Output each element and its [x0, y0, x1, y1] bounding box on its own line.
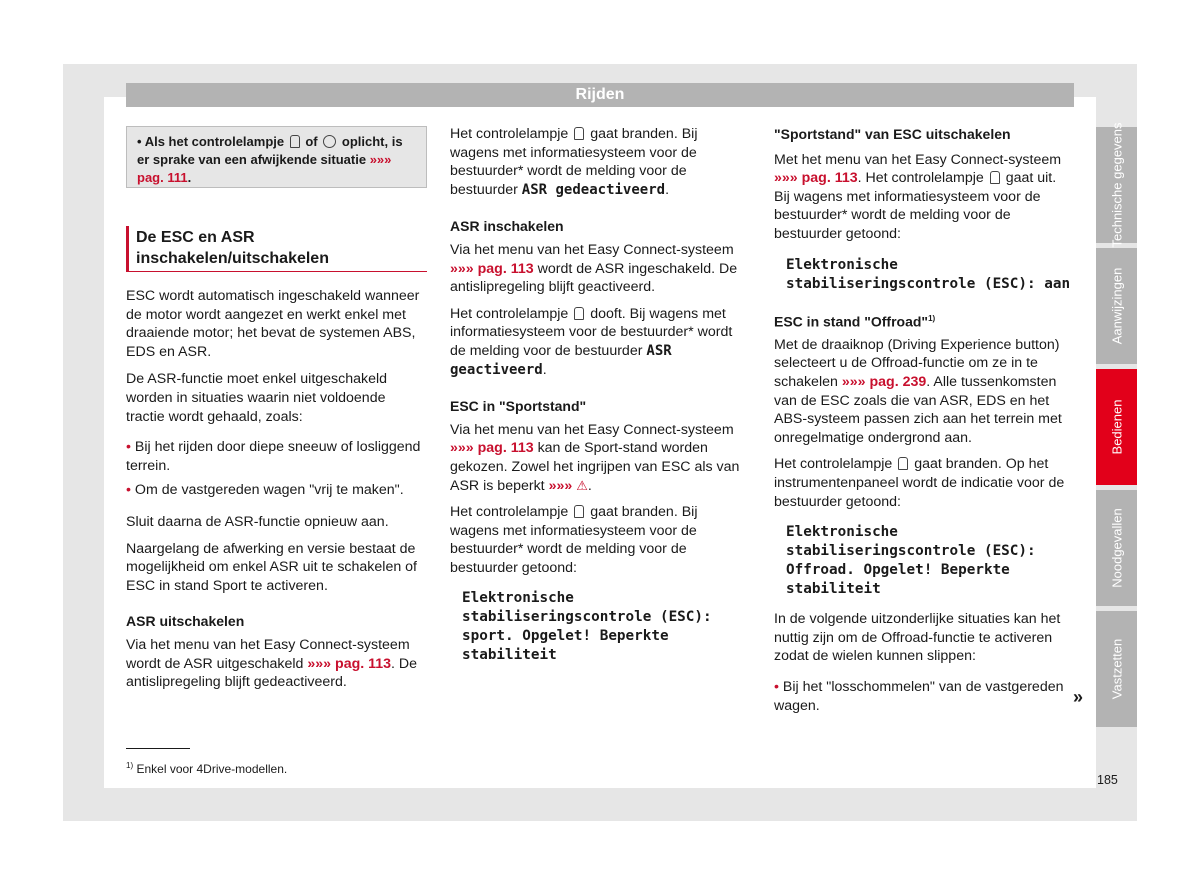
ref-link-p239[interactable]: pag. 239 [869, 374, 927, 390]
col2-paragraph-3: Het controlelampje dooft. Bij wagens met informatiesysteem voor de bestuurder* wordt de melding voor de bestuurder ASR geactiveerd. [450, 305, 733, 378]
display-message-offroad: Elektronische stabiliseringscontrole (ESC): Offroad. Opgelet! Beperkte stabiliteit [786, 524, 1036, 598]
col2-paragraph-1: Het controlelampje gaat branden. Bij wagens met informatiesysteem voor de bestuurder* wordt de melding voor de bestuurder ASR gedeactiveerd. [450, 126, 698, 198]
col1-bullet-2: • Om de vastgereden wagen "vrij te maken". [126, 482, 404, 499]
asr-off-heading: ASR uitschakelen [126, 613, 245, 630]
esc-warning-lamp-icon [290, 135, 300, 148]
col1-paragraph-4: Naargelang de afwerking en versie bestaat de mogelijkheid om enkel ASR uit te schakelen of ESC in stand Sport te activeren. [126, 540, 418, 594]
note-suffix: oplicht, is er sprake van een afwijkende situatie [137, 134, 403, 167]
section-title: De ESC en ASR inschakelen/uitschakelen [126, 226, 427, 272]
ref-arrow: »»» [369, 152, 392, 167]
esc-warning-lamp-icon [990, 171, 1000, 184]
display-message-on: Elektronische stabiliseringscontrole (ESC): aan [786, 256, 1071, 292]
col2-paragraph-5: Het controlelampje gaat branden. Bij wagens met informatiesysteem voor de bestuurder* wordt de melding voor de bestuurder getoond: [450, 504, 698, 576]
note-box: • Als het controlelampje of oplicht, is er sprake van een afwijkende situatie »»» pag. 111. [126, 126, 427, 188]
column-2 [450, 125, 750, 665]
tab-bedienen[interactable]: Bedienen [1096, 369, 1137, 485]
ref-link-p113[interactable]: pag. 113 [477, 260, 534, 277]
ref-link-p113[interactable]: pag. 113 [335, 655, 392, 672]
col3-paragraph-2: Met de draaiknop (Driving Experience button) selecteert u de Offroad-functie om ze in te schakelen »»» pag. 239. Alle tussenkomsten van de ESC zoals die van ASR, EDS en het ABS-systeem passen zich aan het terrein met onregelmatige ondergrond aan. [774, 336, 1062, 446]
col1-bullet-1: • Bij het rijden door diepe sneeuw of losliggend terrein. [126, 439, 421, 474]
footnote-rule [126, 748, 190, 749]
sport-heading: ESC in "Sportstand" [450, 398, 587, 415]
col1-paragraph-1: ESC wordt automatisch ingeschakeld wanneer de motor wordt aangezet en werkt enkel met draaiende motor; het bevat de systemen ABS, EDS en ASR. [126, 288, 420, 360]
ref-link-p113[interactable]: pag. 113 [801, 170, 858, 187]
offroad-heading: ESC in stand "Offroad"$^{1)}$ [774, 313, 936, 330]
ref-link-p113[interactable]: pag. 113 [477, 440, 534, 457]
display-message-sport: Elektronische stabiliseringscontrole (ESC): sport. Opgelet! Beperkte stabiliteit [462, 590, 712, 664]
tab-vastzetten[interactable]: Vastzetten [1096, 611, 1137, 727]
esc-warning-lamp-icon [574, 307, 584, 320]
column-3 [774, 125, 1074, 715]
col3-paragraph-4: In de volgende uitzonderlijke situaties kan het nuttig zijn om de Offroad-functie te activeren zodat de wielen kunnen slippen: [774, 611, 1061, 665]
tab-aanwijzingen[interactable]: Aanwijzingen [1096, 248, 1137, 364]
warning-triangle-icon[interactable]: ⚠ [576, 477, 588, 493]
tab-noodgevallen[interactable]: Noodgevallen [1096, 490, 1137, 606]
note-connector: of [305, 134, 318, 149]
continue-mark: » [1073, 687, 1084, 707]
col3-bullet-1: • Bij het "losschommelen" van de vastgereden wagen. [774, 678, 1064, 714]
sport-off-heading: "Sportstand" van ESC uitschakelen [774, 126, 1011, 142]
header-bar [126, 83, 1074, 107]
asr-on-heading: ASR inschakelen [450, 218, 564, 235]
footnote: $^{1)}$ Enkel voor 4Drive-modellen. [126, 761, 288, 776]
col1-paragraph-2: De ASR-functie moet enkel uitgeschakeld worden in situaties waarin niet voldoende tractie wordt gehaald, zoals: [126, 371, 388, 425]
page-number: 185 [1097, 773, 1118, 787]
header-title: Rijden [575, 86, 625, 103]
note-end: . [187, 170, 192, 185]
esc-warning-lamp-icon [574, 127, 584, 140]
esc-warning-lamp-icon [898, 457, 908, 470]
col2-paragraph-4: Via het menu van het Easy Connect-systeem »»» pag. 113 kan de Sport-stand worden gekozen. Zowel het ingrijpen van ESC als van ASR is beperkt »»» ⚠. [450, 421, 740, 494]
col1-paragraph-5: Via het menu van het Easy Connect-systeem wordt de ASR uitgeschakeld »»» pag. 113. De antislipregeling blijft gedeactiveerd. [126, 636, 418, 691]
note-prefix: Als het controlelampje [144, 134, 285, 149]
col2-paragraph-2: Via het menu van het Easy Connect-systeem »»» pag. 113 wordt de ASR ingeschakeld. De antislipregeling blijft geactiveerd. [450, 241, 738, 296]
abs-lamp-icon [323, 135, 336, 148]
col3-paragraph-3: Het controlelampje gaat branden. Op het instrumentenpaneel wordt de indicatie voor de bestuurder getoond: [774, 456, 1065, 510]
column-1 [126, 287, 428, 692]
tab-technische-gegevens[interactable]: Technische gegevens [1096, 127, 1137, 243]
esc-warning-lamp-icon [574, 505, 584, 518]
col3-paragraph-1: Met het menu van het Easy Connect-systeem »»» pag. 113. Het controlelampje gaat uit. Bij wagens met informatiesysteem voor de bestuurder* wordt de melding voor de bestuurder getoond: [774, 151, 1062, 242]
col1-paragraph-3: Sluit daarna de ASR-functie opnieuw aan. [126, 513, 389, 530]
note-ref-link[interactable]: pag. 111 [137, 170, 188, 185]
